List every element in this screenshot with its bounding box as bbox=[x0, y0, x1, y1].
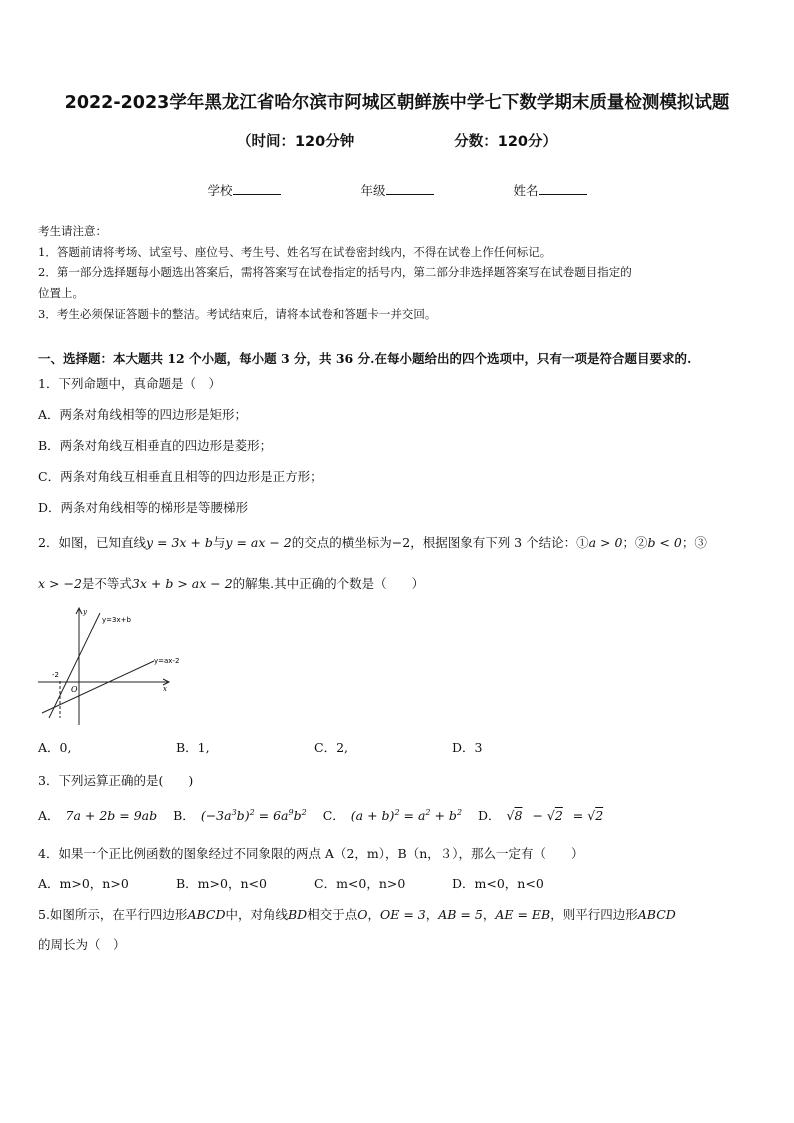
q4-option-c[interactable]: C．m<0，n>0 bbox=[314, 876, 406, 891]
exam-meta bbox=[0, 130, 794, 151]
q4-stem: 4．如果一个正比例函数的图象经过不同象限的两点 A（2，m），B（n，３），那么一定有（ ） bbox=[38, 846, 584, 861]
q2-options bbox=[38, 738, 590, 756]
origin-label: O bbox=[71, 685, 78, 694]
q5-text: ，则平行四边形 bbox=[550, 907, 638, 922]
q2-text: ；③ bbox=[681, 535, 707, 550]
q3-stem: 3．下列运算正确的是( ) bbox=[38, 773, 194, 788]
q1-option-c[interactable]: C．两条对角线互相垂直且相等的四边形是正方形； bbox=[38, 469, 323, 484]
q5-text: 5.如图所示，在平行四边形 bbox=[38, 907, 188, 922]
section-heading: 一、选择题：本大题共 12 个小题，每小题 3 分，共 36 分.在每小题给出的四个选项中，只有一项是符合题目要求的. bbox=[38, 351, 692, 366]
label-line1: y=3x+b bbox=[102, 616, 131, 624]
q2-option-c[interactable]: C．2, bbox=[314, 740, 348, 755]
q2-text: 的交点的横坐标为−2，根据图象有下列 3 个结论：① bbox=[291, 535, 589, 550]
grade-field[interactable] bbox=[360, 181, 433, 199]
q2-text: 的解集.其中正确的个数是（ ） bbox=[232, 576, 425, 591]
q5-text: ， bbox=[425, 907, 439, 922]
q2-option-a[interactable]: A．0, bbox=[38, 740, 72, 755]
q3-option-a[interactable] bbox=[38, 808, 163, 823]
q3-option-b[interactable] bbox=[173, 808, 313, 823]
name-label: 姓名 bbox=[513, 183, 539, 198]
q2-math: x > −2 bbox=[38, 576, 82, 591]
q2-option-b[interactable]: B．1, bbox=[176, 740, 210, 755]
q5-math: ABCD bbox=[637, 907, 676, 922]
q1-option-a[interactable]: A．两条对角线相等的四边形是矩形； bbox=[38, 407, 248, 422]
q1-stem: 1．下列命题中，真命题是（ ） bbox=[38, 376, 221, 391]
q2-text: 2．如图，已知直线 bbox=[38, 535, 146, 550]
q2-stem-line1 bbox=[38, 533, 707, 551]
q5-stem-line1 bbox=[38, 905, 676, 923]
notice-item-2-cont: 位置上。 bbox=[38, 286, 84, 300]
q3-options bbox=[38, 806, 621, 824]
q2-math: a > 0 bbox=[588, 535, 623, 550]
line-3x-plus-b bbox=[49, 613, 100, 718]
exam-title: 2022-2023学年黑龙江省哈尔滨市阿城区朝鲜族中学七下数学期末质量检测模拟试题 bbox=[64, 93, 730, 113]
q3-b-label: B． bbox=[173, 808, 195, 823]
q5-text: 中，对角线 bbox=[225, 907, 288, 922]
label-line2: y=ax-2 bbox=[154, 657, 180, 665]
q5-text: ， bbox=[367, 907, 380, 922]
q3-a-label: A． bbox=[38, 808, 60, 823]
q2-stem-line2 bbox=[38, 574, 424, 592]
line-ax-minus-2 bbox=[42, 661, 154, 713]
q2-math: y = ax − 2 bbox=[225, 535, 292, 550]
q3-option-c[interactable] bbox=[323, 808, 468, 823]
q2-option-d[interactable]: D．3 bbox=[452, 740, 483, 755]
q3-c-label: C． bbox=[322, 808, 345, 823]
q5-stem-line2: 的周长为（ ） bbox=[38, 937, 126, 952]
q5-math: AE = EB bbox=[495, 907, 551, 922]
q5-text: ， bbox=[482, 907, 496, 922]
notice-heading: 考生请注意： bbox=[38, 224, 107, 238]
q2-math: y = 3x + b bbox=[145, 535, 213, 550]
exam-score: 分数：120分） bbox=[454, 134, 558, 150]
notice-item-2: 2．第一部分选择题每小题选出答案后，需将答案写在试卷指定的括号内，第二部分非选择题答案写在试卷题目指定的 bbox=[38, 265, 632, 279]
q5-math: O bbox=[357, 907, 368, 922]
q3-d-math: √8 − √2 = √2 bbox=[506, 808, 604, 823]
q2-text: 是不等式 bbox=[81, 576, 132, 591]
q3-c-math: $(a + b)^2 = a^2 + b^2$ bbox=[350, 807, 463, 823]
q2-text: 与 bbox=[212, 535, 226, 550]
q3-option-d[interactable] bbox=[478, 808, 615, 823]
exam-time: （时间：120分钟 bbox=[236, 134, 355, 150]
q3-b-math: $(-3a^3b)^2 = 6a^9b^2$ bbox=[200, 807, 307, 823]
q3-a-math: 7a + 2b = 9ab bbox=[65, 808, 158, 823]
q1-option-d[interactable]: D．两条对角线相等的梯形是等腰梯形 bbox=[38, 500, 249, 515]
q4-option-d[interactable]: D．m<0，n<0 bbox=[452, 876, 544, 891]
q5-math: BD bbox=[287, 907, 308, 922]
y-axis-label: y bbox=[83, 608, 87, 616]
q4-options bbox=[38, 874, 590, 892]
q5-math: OE = 3 bbox=[379, 907, 426, 922]
name-field[interactable] bbox=[513, 181, 586, 199]
tick-label: -2 bbox=[52, 671, 59, 679]
q5-math: AB = 5 bbox=[438, 907, 483, 922]
q2-math: 3x + b > ax − 2 bbox=[131, 576, 233, 591]
q4-option-a[interactable]: A．m>0，n>0 bbox=[38, 876, 129, 891]
q1-option-b[interactable]: B．两条对角线互相垂直的四边形是菱形； bbox=[38, 438, 273, 453]
school-field[interactable] bbox=[207, 181, 280, 199]
q4-option-b[interactable]: B．m>0，n<0 bbox=[176, 876, 267, 891]
q5-text: 相交于点 bbox=[307, 907, 358, 922]
q2-graph bbox=[36, 605, 180, 730]
q2-text: ；② bbox=[622, 535, 648, 550]
notice-item-1: 1．答题前请将考场、试室号、座位号、考生号、姓名写在试卷密封线内，不得在试卷上作任何标记。 bbox=[38, 245, 552, 259]
grade-label: 年级 bbox=[360, 183, 386, 198]
q5-math: ABCD bbox=[187, 907, 226, 922]
x-axis-label: x bbox=[163, 685, 167, 693]
q2-math: b < 0 bbox=[647, 535, 682, 550]
q3-d-label: D． bbox=[478, 808, 501, 823]
notice-item-3: 3．考生必须保证答题卡的整洁。考试结束后，请将本试卷和答题卡一并交回。 bbox=[38, 307, 437, 321]
school-label: 学校 bbox=[207, 183, 233, 198]
student-info-fields bbox=[0, 181, 794, 199]
